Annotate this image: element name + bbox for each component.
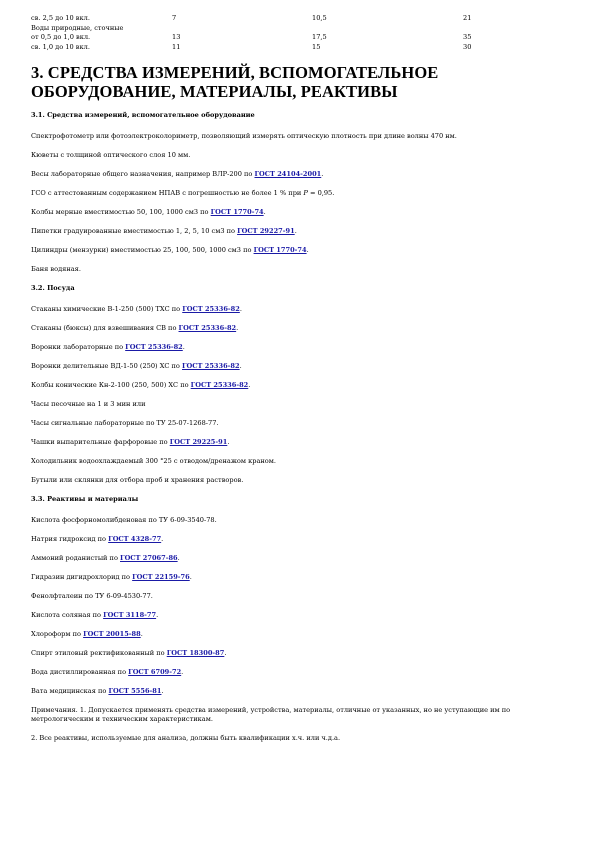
gost-link[interactable]: ГОСТ 25336-82 bbox=[190, 381, 249, 389]
gost-link[interactable]: ГОСТ 6709-72 bbox=[128, 668, 182, 676]
gost-link[interactable]: ГОСТ 3118-77 bbox=[103, 611, 157, 619]
gost-link[interactable]: ГОСТ 4328-77 bbox=[108, 535, 162, 543]
list-item bbox=[31, 208, 571, 217]
note-paragraph: Примечания. 1. Допускается применять средства измерений, устройства, материалы, отличные от указанных, но не уступающие им по метрологическим и техническим характеристикам. bbox=[31, 706, 511, 723]
item-text: Баня водяная. bbox=[31, 265, 81, 273]
item-symbol: Р bbox=[303, 189, 308, 197]
gost-link[interactable]: ГОСТ 22159-76 bbox=[132, 573, 190, 581]
item-text: . bbox=[227, 438, 230, 446]
item-text: . bbox=[248, 381, 251, 389]
item-text: . bbox=[294, 227, 297, 235]
item-text: Спектрофотометр или фотоэлектроколориметр, позволяющий измерять оптическую плотность при длине волны 470 нм. bbox=[31, 132, 457, 140]
item-text: . bbox=[239, 362, 242, 370]
gost-link[interactable]: ГОСТ 1770-74 bbox=[210, 208, 264, 216]
item-text: Колбы мерные вместимостью 50, 100, 1000 см3 по bbox=[31, 208, 211, 216]
list-item bbox=[31, 189, 571, 198]
item-text: Вата медицинская по bbox=[31, 687, 109, 695]
section-heading-line: ОБОРУДОВАНИЕ, МАТЕРИАЛЫ, РЕАКТИВЫ bbox=[31, 82, 398, 101]
list-item bbox=[31, 630, 571, 639]
item-text: Кислота фосфорномолибденовая по ТУ 6-09-3540-78. bbox=[31, 516, 217, 524]
list-item bbox=[31, 400, 571, 409]
subsection-title: 3.1. Средства измерений, вспомогательное оборудование bbox=[31, 111, 255, 119]
table-cell: 30 bbox=[463, 42, 472, 51]
list-item bbox=[31, 516, 571, 525]
list-item bbox=[31, 649, 571, 658]
item-text: Весы лабораторные общего назначения, например ВЛР-200 по bbox=[31, 170, 255, 178]
item-text: . bbox=[181, 668, 184, 676]
list-item bbox=[31, 668, 571, 677]
list-item bbox=[31, 687, 571, 696]
item-text: . bbox=[189, 573, 192, 581]
list-item bbox=[31, 592, 571, 601]
list-item bbox=[31, 554, 571, 563]
gost-link[interactable]: ГОСТ 29225-91 bbox=[169, 438, 228, 446]
item-text: ГСО с аттестованным содержанием НПАВ с погрешностью не более 1 % при bbox=[31, 189, 304, 197]
item-text: Натрия гидроксид по bbox=[31, 535, 109, 543]
item-text: Стаканы (бюксы) для взвешивания СВ по bbox=[31, 324, 179, 332]
item-text: . bbox=[161, 687, 164, 695]
table-cell: 21 bbox=[463, 14, 472, 22]
item-text: Цилиндры (мензурки) вместимостью 25, 100, 500, 1000 см3 по bbox=[31, 246, 254, 254]
table-cell: 10,5 bbox=[312, 14, 327, 22]
list-item bbox=[31, 246, 571, 255]
note-paragraph: 2. Все реактивы, используемые для анализа, должны быть квалификации х.ч. или ч.д.а. bbox=[31, 734, 341, 742]
list-item bbox=[31, 419, 571, 428]
item-text: . bbox=[239, 305, 242, 313]
list-item bbox=[31, 343, 571, 352]
item-text: Колбы конические Кн-2-100 (250, 500) ХС по bbox=[31, 381, 191, 389]
item-text: Воронки делительные ВД-1-50 (250) ХС по bbox=[31, 362, 182, 370]
subsection-title: 3.3. Реактивы и материалы bbox=[31, 495, 139, 503]
item-text: Спирт этиловый ректификованный по bbox=[31, 649, 167, 657]
table-cell: 35 bbox=[463, 33, 472, 41]
item-text: . bbox=[263, 208, 266, 216]
gost-link[interactable]: ГОСТ 24104-2001 bbox=[254, 170, 322, 178]
table-cell: 17,5 bbox=[312, 33, 327, 41]
list-item bbox=[31, 132, 571, 141]
item-text: . bbox=[306, 246, 309, 254]
gost-link[interactable]: ГОСТ 25336-82 bbox=[125, 343, 183, 351]
list-item bbox=[31, 324, 571, 333]
gost-link[interactable]: ГОСТ 18300-87 bbox=[166, 649, 225, 657]
item-text: . bbox=[156, 611, 159, 619]
item-text: Кюветы с толщиной оптического слоя 10 мм. bbox=[31, 151, 191, 159]
gost-link[interactable]: ГОСТ 25336-82 bbox=[182, 305, 240, 313]
gost-link[interactable]: ГОСТ 25336-82 bbox=[178, 324, 237, 332]
list-item bbox=[31, 362, 571, 371]
item-text: Гидразин дигидрохлорид по bbox=[31, 573, 133, 581]
gost-link[interactable]: ГОСТ 1770-74 bbox=[253, 246, 307, 254]
list-item bbox=[31, 573, 571, 582]
gost-link[interactable]: ГОСТ 29227-91 bbox=[237, 227, 295, 235]
table-cell: 13 bbox=[172, 33, 181, 41]
gost-link[interactable]: ГОСТ 5556-81 bbox=[108, 687, 162, 695]
item-text: . bbox=[321, 170, 324, 178]
list-item bbox=[31, 265, 571, 274]
item-text: . bbox=[182, 343, 185, 351]
item-text: . bbox=[236, 324, 239, 332]
gost-link[interactable]: ГОСТ 27067-86 bbox=[120, 554, 178, 562]
item-text: Часы песочные на 1 и 3 мин или bbox=[31, 400, 146, 408]
item-text: . bbox=[224, 649, 227, 657]
table-cell: 15 bbox=[312, 42, 321, 51]
item-text: Холодильник водоохлаждаемый 300 °25 с отводом/дренажом краном. bbox=[31, 457, 276, 465]
item-text: Чашки выпарительные фарфоровые по bbox=[31, 438, 170, 446]
item-text: Кислота соляная по bbox=[31, 611, 104, 619]
list-item bbox=[31, 305, 571, 314]
item-text: Воронки лабораторные по bbox=[31, 343, 126, 351]
item-text: = 0,95. bbox=[307, 189, 335, 197]
item-text: Стаканы химические В-1-250 (500) ТХС по bbox=[31, 305, 183, 313]
item-text: Вода дистиллированная по bbox=[31, 668, 129, 676]
subsection-title: 3.2. Посуда bbox=[31, 284, 75, 292]
list-item bbox=[31, 611, 571, 620]
gost-link[interactable]: ГОСТ 25336-82 bbox=[182, 362, 240, 370]
item-text: . bbox=[161, 535, 164, 543]
item-text: Бутыли или склянки для отбора проб и хранения растворов. bbox=[31, 476, 244, 484]
table-cell: 11 bbox=[172, 42, 181, 51]
table-cell: св. 1,0 до 10 вкл. bbox=[31, 42, 90, 51]
equipment-list bbox=[31, 132, 571, 274]
item-text: Хлороформ по bbox=[31, 630, 84, 638]
item-text: Часы сигнальные лабораторные по ТУ 25-07-1268-77. bbox=[31, 419, 219, 427]
reagents-list bbox=[31, 516, 571, 696]
table-cell: от 0,5 до 1,0 вкл. bbox=[31, 33, 91, 41]
item-text: Фенолфталеин по ТУ 6-09-4530-77. bbox=[31, 592, 153, 600]
document-page bbox=[31, 14, 571, 753]
table-cell: св. 2,5 до 10 вкл. bbox=[31, 14, 90, 22]
list-item bbox=[31, 457, 571, 466]
list-item bbox=[31, 151, 571, 160]
item-text: . bbox=[140, 630, 143, 638]
table-cell: 7 bbox=[172, 14, 177, 22]
section-heading-line: 3. СРЕДСТВА ИЗМЕРЕНИЙ, ВСПОМОГАТЕЛЬНОЕ bbox=[31, 63, 439, 82]
item-text: . bbox=[177, 554, 180, 562]
list-item bbox=[31, 381, 571, 390]
list-item bbox=[31, 227, 571, 236]
item-text: Пипетки градуированные вместимостью 1, 2, 5, 10 см3 по bbox=[31, 227, 238, 235]
list-item bbox=[31, 476, 571, 485]
list-item bbox=[31, 170, 571, 179]
table-group-label: Воды природные, сточные bbox=[31, 23, 124, 32]
gost-link[interactable]: ГОСТ 20015-88 bbox=[83, 630, 141, 638]
section-heading bbox=[31, 63, 571, 101]
item-text: Аммоний роданистый по bbox=[31, 554, 121, 562]
glassware-list bbox=[31, 305, 571, 485]
list-item bbox=[31, 438, 571, 447]
list-item bbox=[31, 535, 571, 544]
concentration-table bbox=[31, 14, 571, 52]
